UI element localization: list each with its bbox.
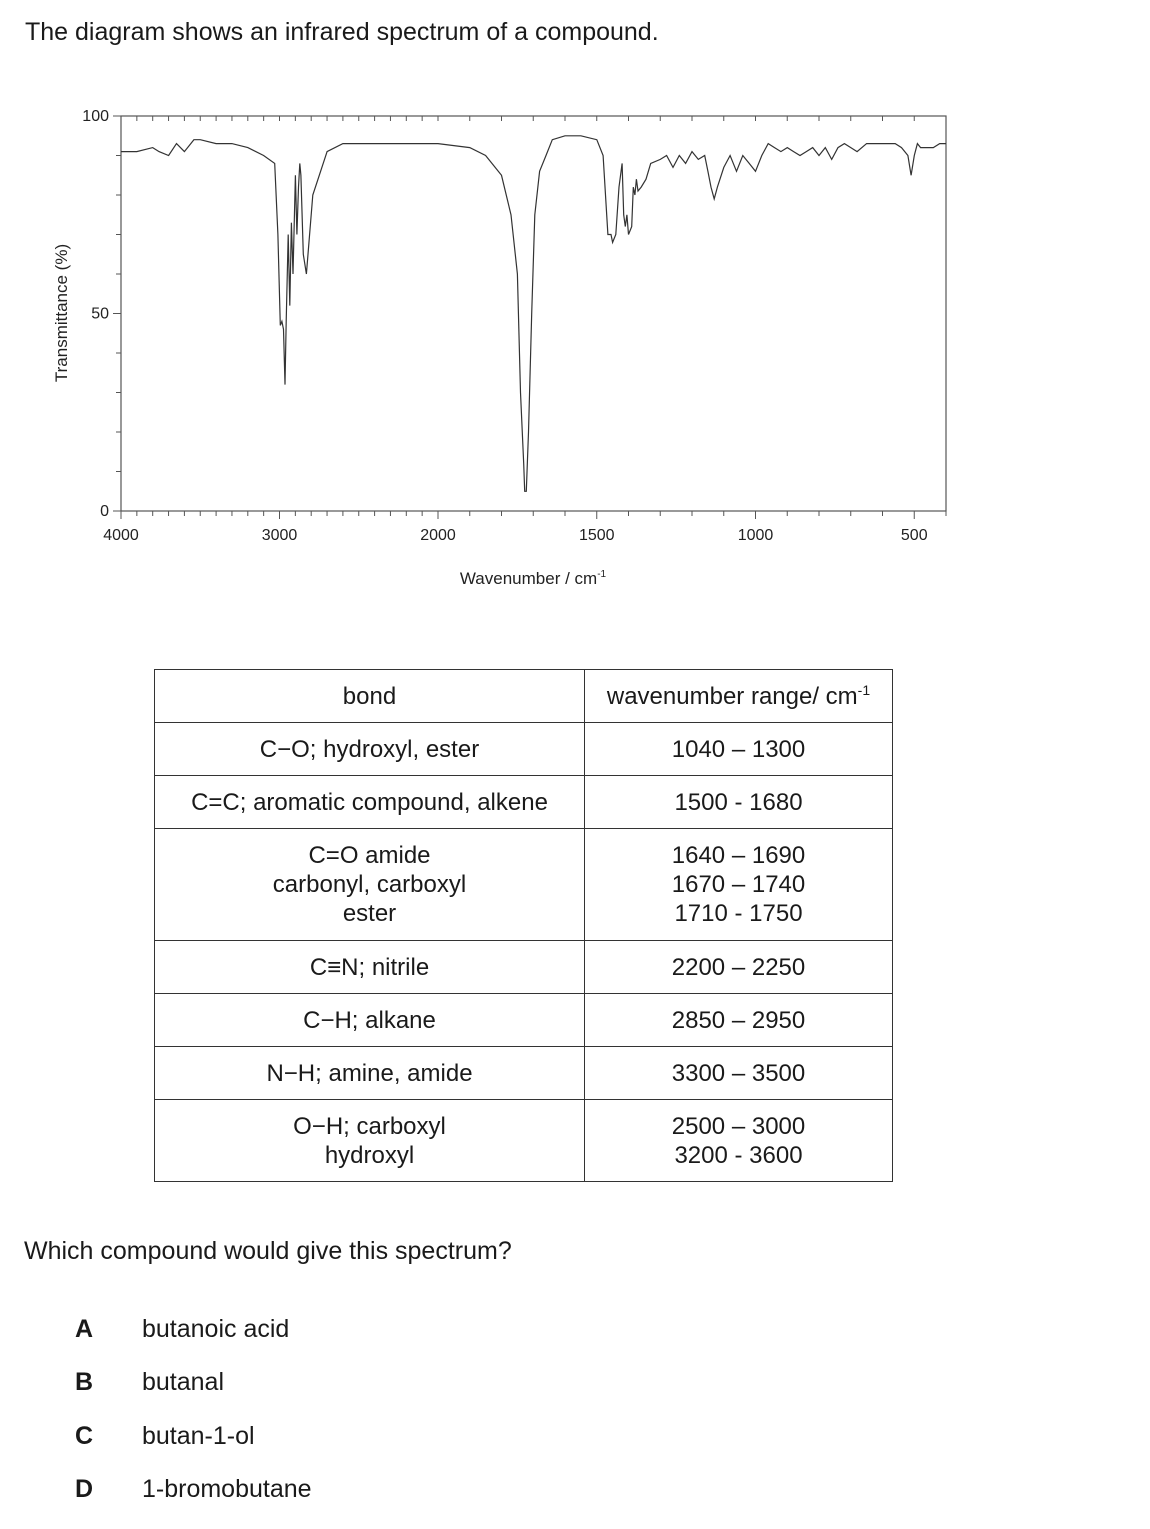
option-text: butanal [142, 1368, 225, 1396]
header-wavenumber-range: wavenumber range/ $cm^{-1}$ [585, 670, 893, 723]
chart-axes [121, 116, 946, 511]
range-cell: 1040 – 1300 [585, 723, 893, 776]
table-row [155, 941, 893, 994]
table-row [155, 829, 893, 941]
y-tick-label: 0 [100, 503, 109, 520]
option-text: butanoic acid [142, 1315, 290, 1343]
question-text: Which compound would give this spectrum? [24, 1237, 512, 1265]
option-letter: B [75, 1368, 94, 1396]
x-tick-label: 4000 [103, 527, 139, 544]
range-cell: 1500 - 1680 [585, 776, 893, 829]
table-row [155, 1047, 893, 1100]
bond-cell: N−H; amine, amide [155, 1047, 585, 1100]
option-letter: A [75, 1315, 94, 1343]
bond-wavenumber-table [154, 669, 893, 1182]
spectrum-line [121, 136, 946, 492]
bond-cell: C−H; alkane [155, 994, 585, 1047]
intro-text: The diagram shows an infrared spectrum of a compound. [25, 18, 659, 46]
x-tick-label: 1500 [578, 527, 615, 544]
bond-cell: C=O amide carbonyl, carboxyl ester [155, 829, 585, 941]
table-row [155, 994, 893, 1047]
bond-cell: C≡N; nitrile [155, 941, 585, 994]
range-cell: 2500 – 3000 3200 - 3600 [585, 1100, 893, 1182]
ir-spectrum-chart [0, 100, 1150, 600]
option-letter: D [75, 1475, 94, 1503]
y-tick-label: 100 [82, 108, 109, 125]
x-tick-label: 1000 [737, 527, 774, 544]
range-cell: 3300 – 3500 [585, 1047, 893, 1100]
table-header-row [155, 670, 893, 723]
table-row [155, 1100, 893, 1182]
table-row [155, 776, 893, 829]
x-axis-label: Wavenumber / $cm^{-1}$ [459, 569, 607, 588]
bond-cell: O−H; carboxyl hydroxyl [155, 1100, 585, 1182]
bond-cell: C=C; aromatic compound, alkene [155, 776, 585, 829]
range-cell: 1640 – 1690 1670 – 1740 1710 - 1750 [585, 829, 893, 941]
option-text: 1-bromobutane [142, 1475, 312, 1503]
chart-ticks [82, 108, 946, 544]
x-tick-label: 3000 [261, 527, 298, 544]
y-tick-label: 50 [91, 305, 109, 323]
range-cell: 2850 – 2950 [585, 994, 893, 1047]
x-tick-label: 500 [900, 527, 928, 544]
table-row [155, 723, 893, 776]
bond-cell: C−O; hydroxyl, ester [155, 723, 585, 776]
header-bond: bond [155, 670, 585, 723]
option-letter: C [75, 1422, 94, 1450]
range-cell: 2200 – 2250 [585, 941, 893, 994]
y-axis-label: Transmittance (%) [52, 243, 71, 383]
x-tick-label: 2000 [420, 527, 456, 544]
plot-frame [121, 116, 946, 511]
option-text: butan-1-ol [142, 1422, 255, 1450]
